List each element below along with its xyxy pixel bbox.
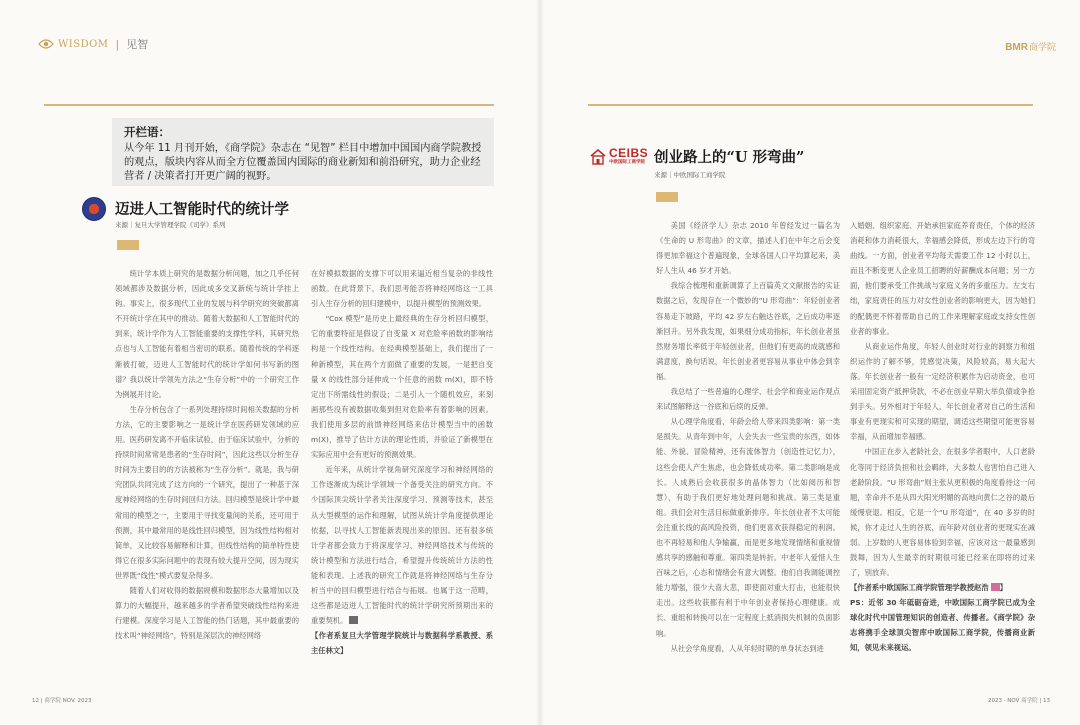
magazine-logo-cn: 商学院 xyxy=(1028,43,1056,53)
ceibs-logo-cn: 中欧国际工商学院 xyxy=(609,159,645,164)
right-article-source: 来源｜中欧国际工商学院 xyxy=(654,171,726,179)
ceibs-logo-text xyxy=(609,148,648,165)
paragraph: 我总结了一些普遍的心理学、社会学和商业运作观点来试图解释这一谷底和后续的反弹。 xyxy=(656,387,840,412)
left-header-rule xyxy=(44,104,494,106)
paragraph: 从商业运作角度，年轻人创业时对行业的洞察力和组织运作的了解不够，凭感觉决策，风险较高，易大起大落。年长创业者一般有一定经济积累作为启动资金，也可采用固定资产抵押贷款，不必在创业早期大举负债或争抢到手头。另外相对于年轻人，年长创业者对自己的生活和事业有更现实和可实现的期望，调适这些期望可能更容易幸福，从而增加幸福感。 xyxy=(850,341,1035,442)
right-page-footer: 2023 · NOV 商学院 | 13 xyxy=(988,698,1050,704)
section-label-cn: 见智 xyxy=(126,38,149,51)
magazine-logo: BMR xyxy=(1005,42,1028,53)
end-mark-icon xyxy=(349,616,358,624)
editor-note-box xyxy=(112,118,494,186)
left-page-footer: 12 | 商学院 NOV. 2023 xyxy=(32,698,92,704)
right-article-column-1 xyxy=(656,218,840,702)
right-article-title: 创业路上的“U 形弯曲” xyxy=(654,149,805,166)
paragraph: 从社会学角度看，人从年轻时期的单身状态到进 xyxy=(670,643,824,653)
paragraph: 中国正在步入老龄社会，在很多学者眼中，人口老龄化等同于经济负担和社会羁绊，大多数人也害怕自己进入老龄阶段。“U 形弯曲”则主张从更积极的角度看待这一问题，幸命并不是从四大阳光明媚的高地向黄仁之谷的最后缓慢衰退。相反，它是一个“U 形弯道”，在 40 多岁的时候，你才走过人生的谷底，而年龄对创业者的更现实在减弱。上岁数的人更容易体验到幸福，应该对这一最量感到鼓舞，因为人生最幸的时期很可能已经来在即将的过来了，别放弃。 xyxy=(850,447,1035,578)
right-author-note-text: 【作者系中欧国际工商学院管理学教授赵浩 xyxy=(850,583,989,593)
ceibs-logo-en: CEIBS xyxy=(609,146,649,160)
editor-note-title: 开栏语： xyxy=(124,125,170,139)
paragraph: 统计学本质上研究的是数据分析问题，加之几乎任何领域都涉及数据分析，因此成多交叉新统与统计学挂上钩。事实上，很多现代工业的发展与科学研究的突破都离不开统计学在其中的推动。随着大数据和人工智能时代的到来，统计学作为人工智能重要的支撑性学科，其研究热点也与人工智能有着相当密切的联系。随着传统的学科逐渐被打破，迈进人工智能时代的统计学如何书写新的图谱？我以统计学领先方法之“生存分析”中的一个研究工作为例展开讨论。 xyxy=(115,269,299,399)
left-article-title: 迈进人工智能时代的统计学 xyxy=(115,201,289,218)
section-separator: | xyxy=(115,37,120,51)
left-article-column-1 xyxy=(115,266,299,702)
ceibs-logo xyxy=(590,148,648,165)
ceibs-house-icon xyxy=(590,149,606,165)
right-gold-marker xyxy=(656,192,678,202)
header-right xyxy=(1005,40,1056,53)
left-gold-marker xyxy=(117,240,139,250)
editor-note-body: 从今年 11 月刊开始，《商学院》杂志在 “见智” 栏目中增加中国国内商学院教授的观点，版块内容从而全方位覆盖国内国际的商业新知和前沿研究，助力企业经营者 / 决策者打开更广阔的视野。 xyxy=(124,143,482,182)
paragraph: 入婚姻、组织家庭、开始承担家庭养育责任，个体的经济消耗和体力消耗很大，幸福感会降低，形成左边下行的弯曲线。一方面，创业者平均每天需要工作 12 小时以上，而且不断变更人企业员工招聘的好薪酬成本问题；另一方面，他们要承受工作挑战与家庭义务的多重压力。左支右绌，家庭责任的压力对女性创业者的影响更大，因为她们的配偶更不怀着帮助自己的工作来理解家庭或支持女性创业者的事业。 xyxy=(850,221,1035,336)
spine-shadow xyxy=(536,0,544,725)
header-left xyxy=(38,36,148,52)
paragraph: 从心理学角度看，年龄会给人带来四类影响：第一类是损失。从青年到中年，人会失去一些宝贵的东西，如体能、外貌、冒险精神，还有流体智力（创造性记忆力），这些会使人产生焦虑，也会降低成功率。第二类影响是成长。人成熟后会收获很多的晶体智力（比如阅历和智慧），有助于我们更好地处理问题和挑战。第三类是重组。我们会对生活目标做重新排序。年长创业者不太可能会注重长线的高风险投资，他们更喜欢获得稳定的利润。也不再轻易和他人争输赢，而是更多地发现情绪和重视情感共享的感触和尊重。第四类是转折。中老年人爱惜人生百味之后，心态和情绪会有意大调整。他们自我调能调控能力增强，很少大喜大悲，即使面对重大打击，也能很快走出。这些收获都有利于中年创业者保持心理健康。成长、重组和转换可以在一定程度上抵消损失机制的负面影响。 xyxy=(656,417,840,638)
left-author-note: 【作者系复旦大学管理学院统计与数据科学系教授、系主任林文】 xyxy=(311,631,493,656)
left-article-column-2 xyxy=(311,266,493,702)
paragraph: 美国《经济学人》杂志 2010 年曾经发过一篇名为《生命的 U 形弯曲》的文章，描述人们在中年之后会变得更加幸福这个普遍现象，全球各国人口平均算起来，美好人生从 46 岁才开始。 xyxy=(656,221,840,276)
paragraph: 随着人们对收得的数据规模和数据形态大量增加以及算力的大幅提升，越来越多的学者希望突破线性结构来进行建模。深度学习是人工智能的热门话题，其中最重要的技术叫“神经网络”，特别是深层次的神经网络 xyxy=(115,585,299,641)
paragraph: 我综合梳理和重新调算了上百篇英文文献报告的实证数据之后，发现存在一个微妙的“U 形弯曲”：年轻创业者容易走下坡路，平均 42 岁左右触达谷底，之后成功率逐渐回升。另外我发现，如果细分成功指标，年长创业者虽然财务增长率低于年轻创业者，但他们有更高的成就感和满意度，换句话说，年长创业者更容易从事业中体会到幸福。 xyxy=(656,281,840,381)
right-article-column-2 xyxy=(850,218,1035,702)
wisdom-logo-icon xyxy=(38,38,54,50)
paragraph-text: 近年来，从统计学视角研究深度学习和神经网络的工作逐渐成为统计学领域一个备受关注的研究方向。不少国际顶尖统计学者关注深度学习、预测等技术，甚至从大型模型的运作和理解，试图从统计学角度提供理论依据，以寻找人工智能新表现出来的原因。还有很多统计学者都会致力于将深度学习、神经网络技术与传统的统计模型和方法进行结合，希望提升传统统计方法的性能和表现。上述我的研究工作就是将神经网络与生存分析当中的回归模型进行结合与拓展。也属于这一范畴，这些都是迈进人工智能时代的统计学研究所预期出来的重要契机。 xyxy=(311,465,493,626)
left-article-source: 来源｜复旦大学管理学院《司学》系列 xyxy=(115,221,226,229)
right-author-note: 【作者系中欧国际工商学院管理学教授赵浩 】 xyxy=(850,583,1007,593)
fudan-emblem-icon xyxy=(82,197,106,221)
paragraph xyxy=(311,462,493,628)
right-ps-note: PS：近邻 30 年砥砺奋进，中欧国际工商学院已成为全球化时代中国管理知识的创造者、传播者。《商学院》杂志将携手全球顶尖智库中欧国际工商学院，传播商业新知，领见未来视运。 xyxy=(850,598,1035,653)
paragraph: 生存分析包含了一系列处理持续时间相关数据的分析方法，它的主要影响之一是统计学在医药研发领域的应用。医药研发离不开临床试验，由于临床试验中，分析的持续时间常常是患者的“生存时间”，因此这些以分析生存时间为主要目的的方法被称为“生存分析”。就是，我与研究团队共同完成了这方向的一个研究，提出了一种基于深度神经网络的生存时间回归方法。回归模型是统计学中最常用的模型之一，主要用于寻找变量间的关系，还可用于预测，其中最常用的是线性回归模型，因为线性结构相对简单，又比较容易解释和计算，但线性结构的简单特性使得它在很多实际问题中的表现有较大提升空间，因为现实世界既“线性”模式要复杂得多。 xyxy=(115,404,299,580)
paragraph: “Cox 模型”是历史上最经典的生存分析回归模型，它的重要特征是假设了自变量 X 对危险率函数的影响结构是一个线性结构。在经典模型基础上，我们提出了一种新模型，其在两个方面做了重要的发展，一是把自变量 X 的线性部分延伸成一个任意的函数 m(X)，即不特定出下所需线性的假设；二是引入一个随机效应，来刻画那些没有被数据收集到但对危险率有着影响的因素。我们使用多层的前馈神经网络来估计模型当中的函数 m(X)，推导了估计方法的理论性质，并验证了新模型在实际应用中会有更好的预测效果。 xyxy=(311,314,493,460)
right-header-rule xyxy=(588,104,1033,106)
pink-bracket-icon xyxy=(991,583,1000,591)
paragraph: 在好模拟数据的支撑下可以用来逼近相当复杂的非线性函数。在此背景下，我们思考能否将神经网络这一工具引入生存分析的回归建模中，以提升模型的预测效果。 xyxy=(311,269,493,309)
section-label-en: WISDOM xyxy=(58,38,109,50)
